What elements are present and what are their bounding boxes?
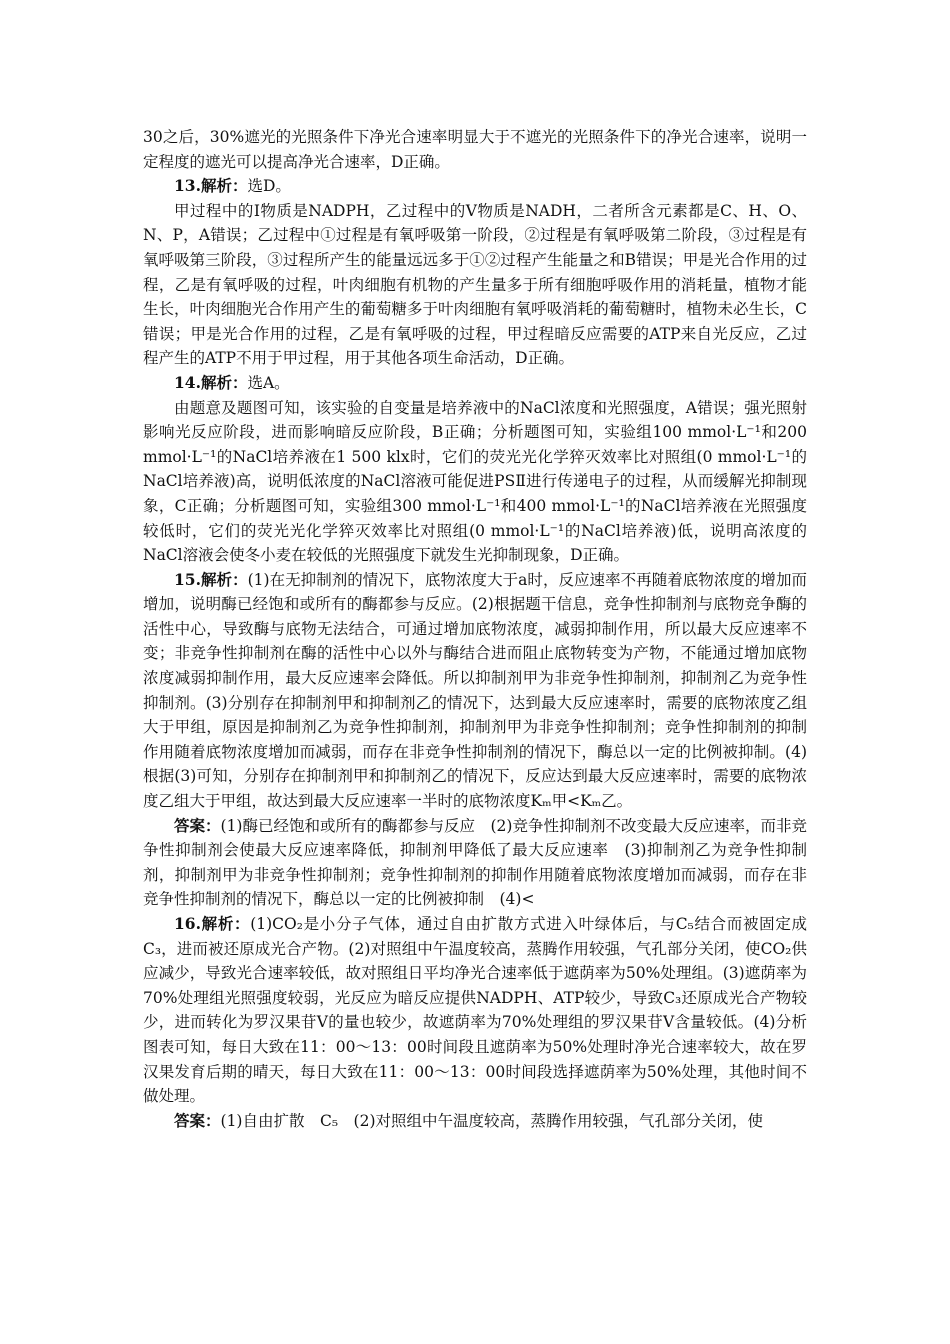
paragraph-text: 由题意及题图可知，该实验的自变量是培养液中的NaCl浓度和光照强度，A错误；强光照射影响光反应阶段，进而影响暗反应阶段，B正确；分析题图可知，实验组100 mmol·L⁻¹和200 mmol·L⁻¹的NaCl培养液在1 500 klx时，它们的荧光光化学猝灭效率比对照组(0 mmol·L⁻¹的NaCl培养液)高，说明低浓度的NaCl溶液可能促进PSⅡ进行传递电子的过程，从而缓解光抑制现象，C正确；分析题图可知，实验组300 mmol·L⁻¹和400 mmol·L⁻¹的NaCl培养液在光照强度较低时，它们的荧光光化学猝灭效率比对照组(0 mmol·L⁻¹的NaCl培养液)低，说明高浓度的NaCl溶液会使冬小麦在较低的光照强度下就发生光抑制现象，D正确。 — [143, 398, 807, 565]
q13-label: 13.解析： — [174, 176, 248, 196]
document-page — [143, 125, 807, 1133]
paragraph-text: (1)酶已经饱和或所有的酶都参与反应 (2)竞争性抑制剂不改变最大反应速率，而非竞争性抑制剂会使最大反应速率降低，抑制剂甲降低了最大反应速率 (3)抑制剂乙为竞争性抑制剂，抑制剂甲为非竞争性抑制剂；竞争性抑制剂的抑制作用随着底物浓度增加而减弱，而存在非竞争性抑制剂的情况下，酶总以一定的比例被抑制 (4)< — [143, 816, 807, 909]
q14-heading — [143, 371, 807, 396]
answer-label: 答案： — [174, 815, 221, 835]
paragraph-text: (1)自由扩散 C₅ (2)对照组中午温度较高，蒸腾作用较强，气孔部分关闭，使 — [220, 1111, 764, 1130]
paragraph-continuation — [143, 125, 807, 174]
answer-label: 答案： — [174, 1110, 221, 1130]
q13-choice: 选D。 — [247, 177, 291, 196]
q14-explanation — [143, 396, 807, 568]
paragraph-text: 甲过程中的Ⅰ物质是NADPH，乙过程中的Ⅴ物质是NADH，二者所含元素都是C、H、O、N、P，A错误；乙过程中①过程是有氧呼吸第一阶段，②过程是有氧呼吸第二阶段，③过程是有氧呼吸第三阶段，③过程所产生的能量远远多于①②过程产生能量之和B错误；甲是光合作用的过程，乙是有氧呼吸的过程，叶肉细胞有机物的产生量多于所有细胞呼吸作用的消耗量，植物才能生长，叶肉细胞光合作用产生的葡萄糖多于叶肉细胞有氧呼吸消耗的葡萄糖时，植物未必生长，C错误；甲是光合作用的过程，乙是有氧呼吸的过程，甲过程暗反应需要的ATP来自光反应，乙过程产生的ATP不用于甲过程，用于其他各项生命活动，D正确。 — [143, 201, 807, 368]
q15-label: 15.解析： — [174, 569, 248, 589]
q14-label: 14.解析： — [174, 372, 248, 392]
q15-explanation — [143, 568, 807, 814]
q13-explanation — [143, 199, 807, 371]
q13-heading — [143, 174, 807, 199]
paragraph-text: 30之后，30%遮光的光照条件下净光合速率明显大于不遮光的光照条件下的净光合速率，说明一定程度的遮光可以提高净光合速率，D正确。 — [143, 128, 807, 171]
q16-label: 16.解析： — [174, 914, 251, 933]
q16-answer — [143, 1109, 807, 1134]
paragraph-text: (1)在无抑制剂的情况下，底物浓度大于a时，反应速率不再随着底物浓度的增加而增加，说明酶已经饱和或所有的酶都参与反应。(2)根据题干信息，竞争性抑制剂与底物竞争酶的活性中心，导致酶与底物无法结合，可通过增加底物浓度，减弱抑制作用，所以最大反应速率不变；非竞争性抑制剂在酶的活性中心以外与酶结合进而阻止底物转变为产物，不能通过增加底物浓度减弱抑制作用，最大反应速率会降低。所以抑制剂甲为非竞争性抑制剂，抑制剂乙为竞争性抑制剂。(3)分别存在抑制剂甲和抑制剂乙的情况下，达到最大反应速率时，需要的底物浓度乙组大于甲组，原因是抑制剂乙为竞争性抑制剂，抑制剂甲为非竞争性抑制剂；竞争性抑制剂的抑制作用随着底物浓度增加而减弱，而存在非竞争性抑制剂的情况下，酶总以一定的比例被抑制。(4)根据(3)可知，分别存在抑制剂甲和抑制剂乙的情况下，反应达到最大反应速率时，需要的底物浓度乙组大于甲组，故达到最大反应速率一半时的底物浓度Kₘ甲<Kₘ乙。 — [143, 570, 808, 811]
q15-answer — [143, 814, 807, 912]
q16-explanation — [143, 912, 807, 1109]
paragraph-text: (1)CO₂是小分子气体，通过自由扩散方式进入叶绿体后，与C₅结合而被固定成C₃，进而被还原成光合产物。(2)对照组中午温度较高，蒸腾作用较强，气孔部分关闭，使CO₂供应减少，导致光合速率较低，故对照组日平均净光合速率低于遮荫率为50%处理组。(3)遮荫率为70%处理组光照强度较弱，光反应为暗反应提供NADPH、ATP较少，导致C₃还原成光合产物较少，进而转化为罗汉果苷Ⅴ的量也较少，故遮荫率为70%处理组的罗汉果苷Ⅴ含量较低。(4)分析图表可知，每日大致在11：00～13：00时间段且遮荫率为50%处理时净光合速率较大，故在罗汉果发育后期的晴天，每日大致在11：00～13：00时间段选择遮荫率为50%处理，其他时间不做处理。 — [143, 915, 808, 1106]
q14-choice: 选A。 — [247, 373, 290, 392]
